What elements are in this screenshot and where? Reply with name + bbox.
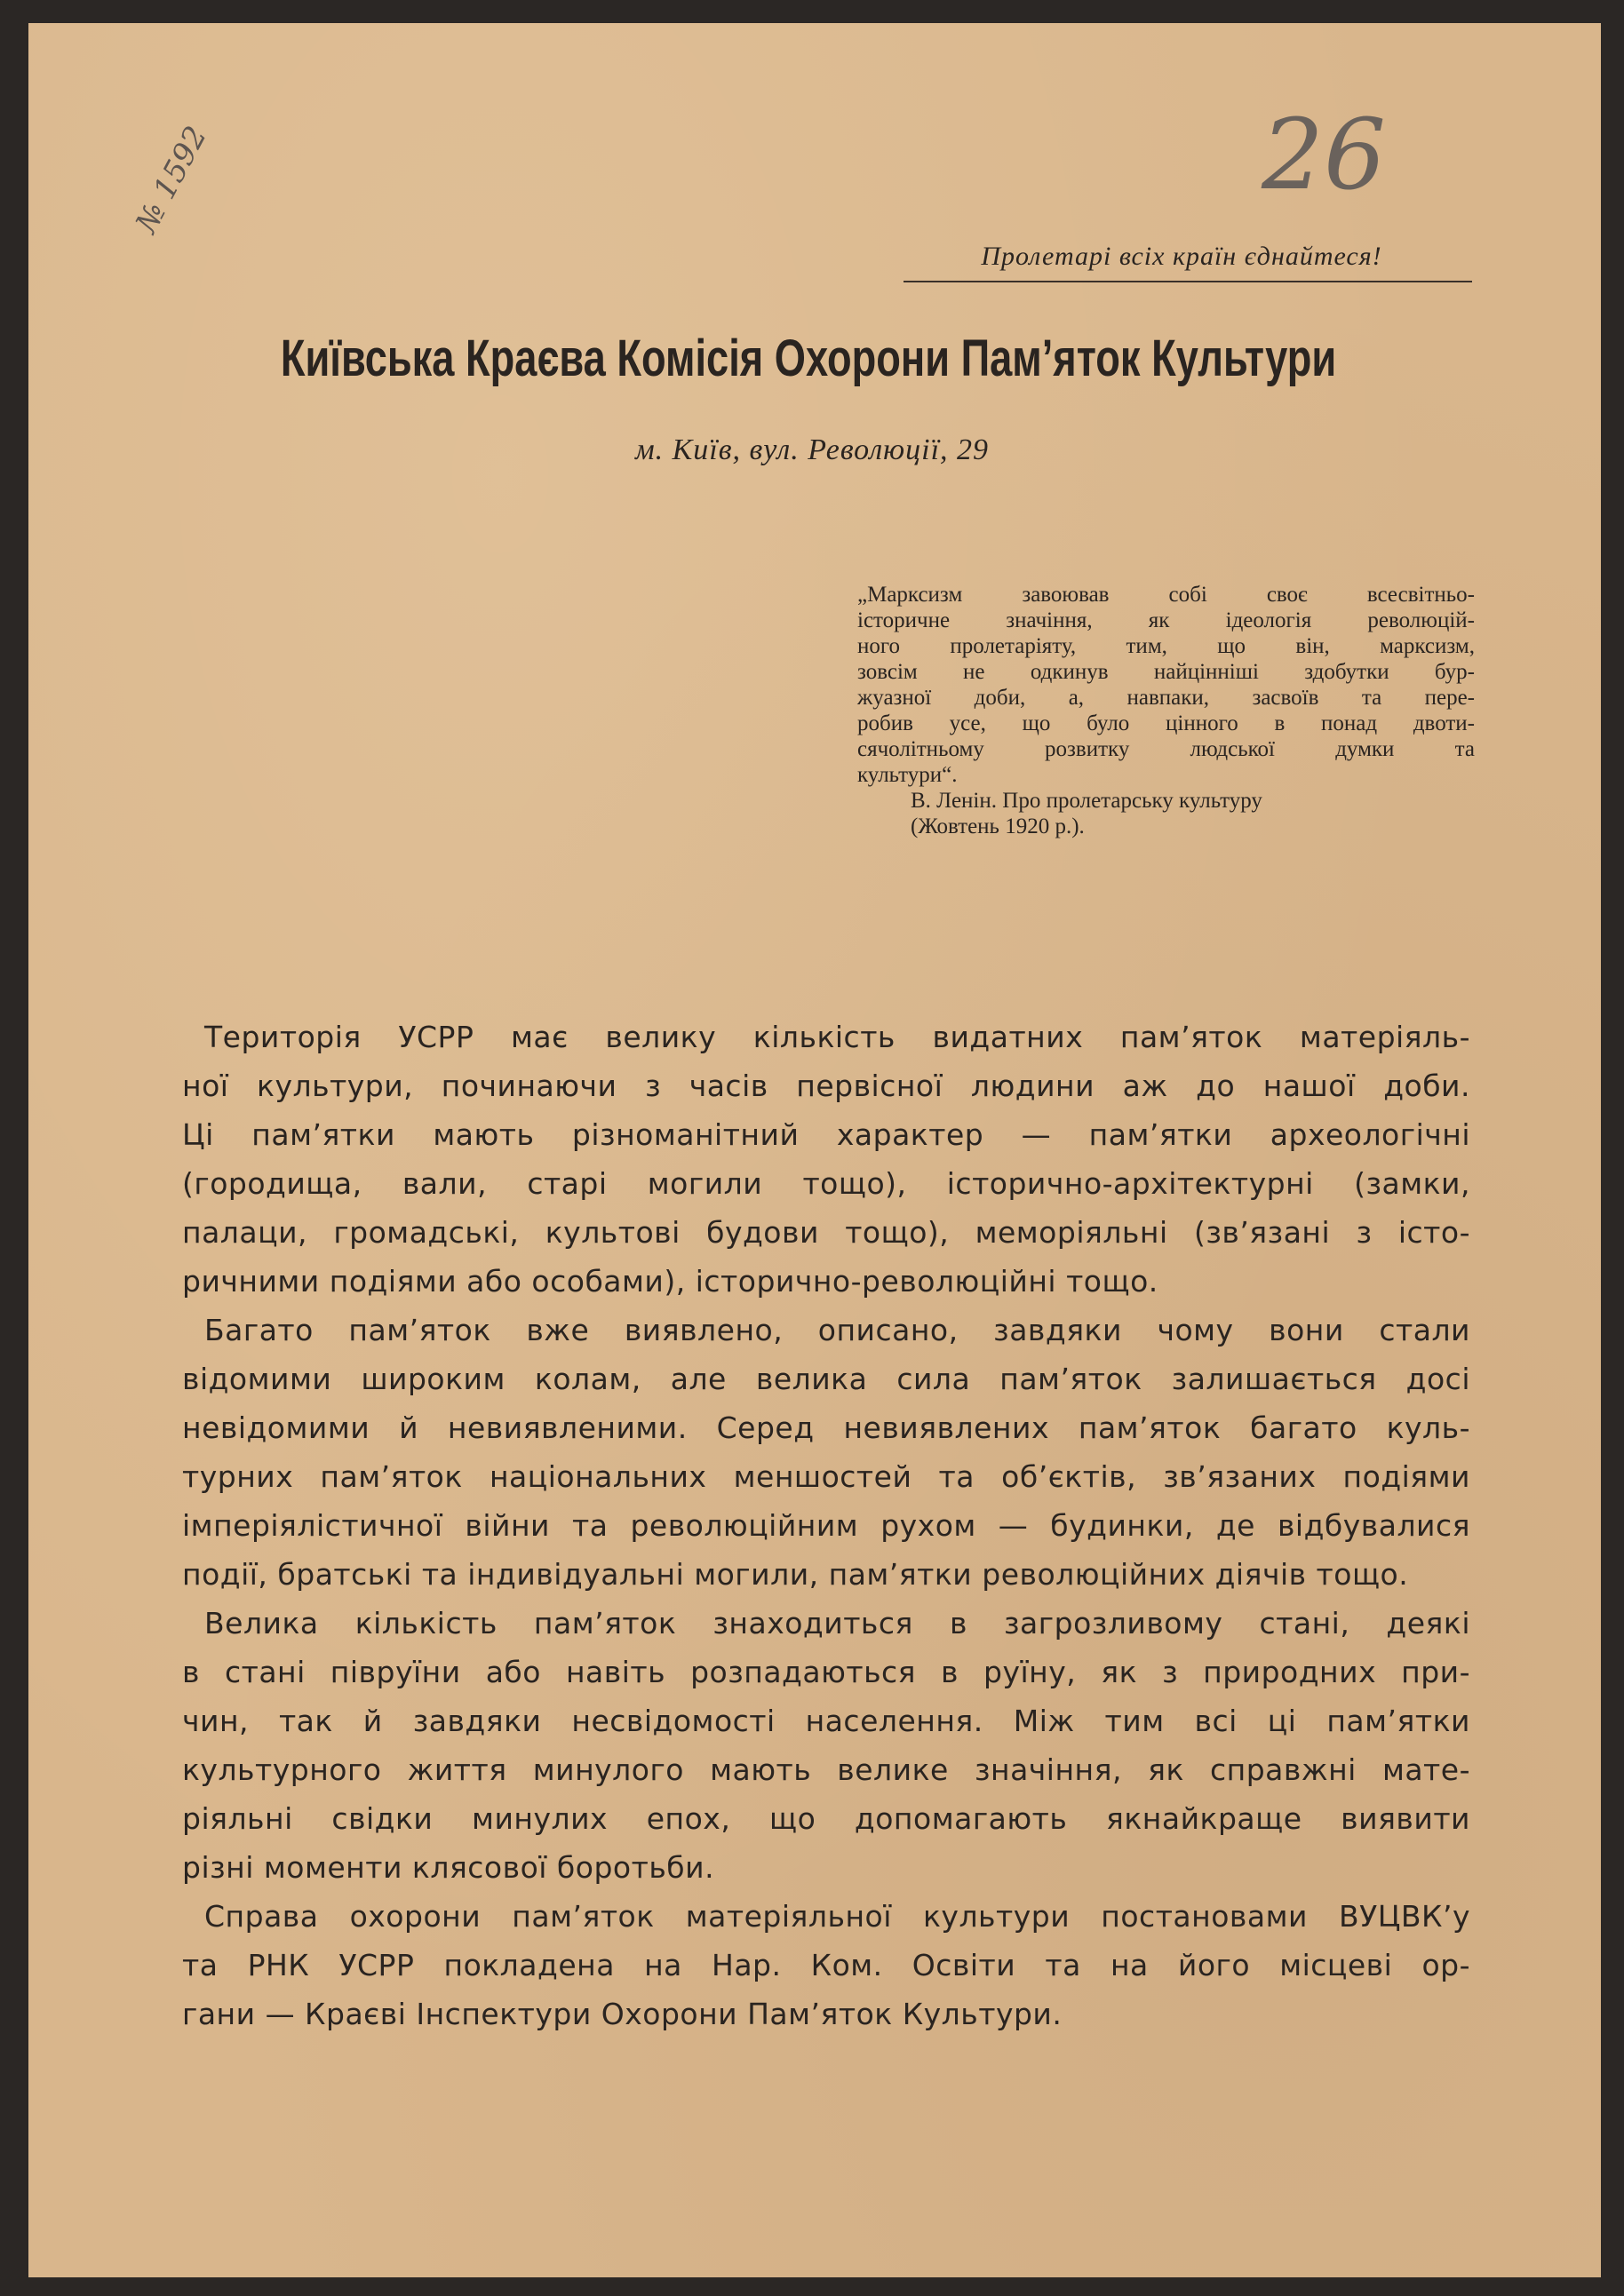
paragraph [182,1013,1470,1306]
motto: Пролетарі всіх країн єднайтеся! [981,242,1382,271]
epigraph-line: робив усе, що було цінного в понад двоти- [857,711,1475,735]
paragraph-line: відомими широким колам, але велика сила пам’яток залишається досі [182,1362,1470,1396]
paragraph [182,1892,1470,2038]
paragraph-line: в стані півруїни або навіть розпадаються в руїну, як з природних при- [182,1655,1470,1689]
epigraph-line: культури“. [857,763,958,787]
paragraph-line: та РНК УСРР покладена на Нар. Ком. Освіти та на його місцеві ор- [182,1948,1470,1982]
paragraph-line: культурного життя минулого мають велике значіння, як справжні мате- [182,1752,1470,1787]
handwritten-catalog-number: № 1592 [129,120,215,239]
epigraph-date: (Жовтень 1920 р.). [911,814,1085,838]
epigraph-line: зовсім не одкинув найцінніші здобутки бур- [857,660,1475,684]
epigraph-line: жуазної доби, а, навпаки, засвоїв та пере- [857,686,1475,710]
paragraph-line: ричними подіями або особами), історично-революційні тощо. [182,1264,1158,1299]
paragraph-line: (городища, вали, старі могили тощо), історично-архітектурні (замки, [182,1166,1470,1201]
paragraph-line: ної культури, починаючи з часів первісної людини аж до нашої доби. [182,1069,1470,1103]
motto-underline [904,281,1472,282]
epigraph [857,582,1475,839]
epigraph-line: історичне значіння, як ідеологія революцій- [857,608,1475,632]
paragraph-line: події, братські та індивідуальні могили, пам’ятки революційних діячів тощо. [182,1557,1409,1592]
handwritten-page-number: 26 [1262,98,1386,211]
paragraph-line: ріяльні свідки минулих епох, що допомагають якнайкраще виявити [182,1801,1470,1836]
paragraph [182,1599,1470,1892]
paragraph-line: імперіялістичної війни та революційним рухом — будинки, де відбувалися [182,1508,1470,1543]
body-text [182,1013,1470,2038]
paragraph-line: чин, так й завдяки несвідомості населення. Між тим всі ці пам’ятки [182,1704,1470,1738]
epigraph-line: ного пролетаріяту, тим, що він, марксизм, [857,634,1475,658]
paragraph-line: невідомими й невиявленими. Серед невиявлених пам’яток багато куль- [182,1410,1470,1445]
paragraph [182,1306,1470,1599]
paragraph-line: палаци, громадські, культові будови тощо), меморіяльні (зв’язані з істо- [182,1215,1470,1250]
paragraph-line: гани — Краєві Інспектури Охорони Пам’яток Культури. [182,1997,1063,2031]
epigraph-line: сячолітньому розвитку людської думки та [857,737,1475,761]
address: м. Київ, вул. Революції, 29 [634,433,990,466]
document-title: Київська Краєва Комісія Охорони Пам’яток Культури [280,330,1337,387]
paragraph-line: різні моменти клясової боротьби. [182,1850,715,1885]
paragraph-line: Територія УСРР має велику кількість видатних пам’яток матеріяль- [204,1020,1470,1054]
paragraph-line: Велика кількість пам’яток знаходиться в загрозливому стані, деякі [204,1606,1470,1641]
epigraph-line: „Марксизм завоював собі своє всесвітньо- [857,583,1475,607]
paragraph-line: турних пам’яток національних меншостей та об’єктів, зв’язаних подіями [182,1459,1470,1494]
paragraph-line: Справа охорони пам’яток матеріяльної культури постановами ВУЦВК’у [204,1899,1470,1934]
paragraph-line: Багато пам’яток вже виявлено, описано, завдяки чому вони стали [204,1313,1470,1347]
paragraph-line: Ці пам’ятки мають різноманітний характер — пам’ятки археологічні [182,1117,1470,1152]
epigraph-author: В. Ленін. Про пролетарську культуру [911,789,1262,813]
